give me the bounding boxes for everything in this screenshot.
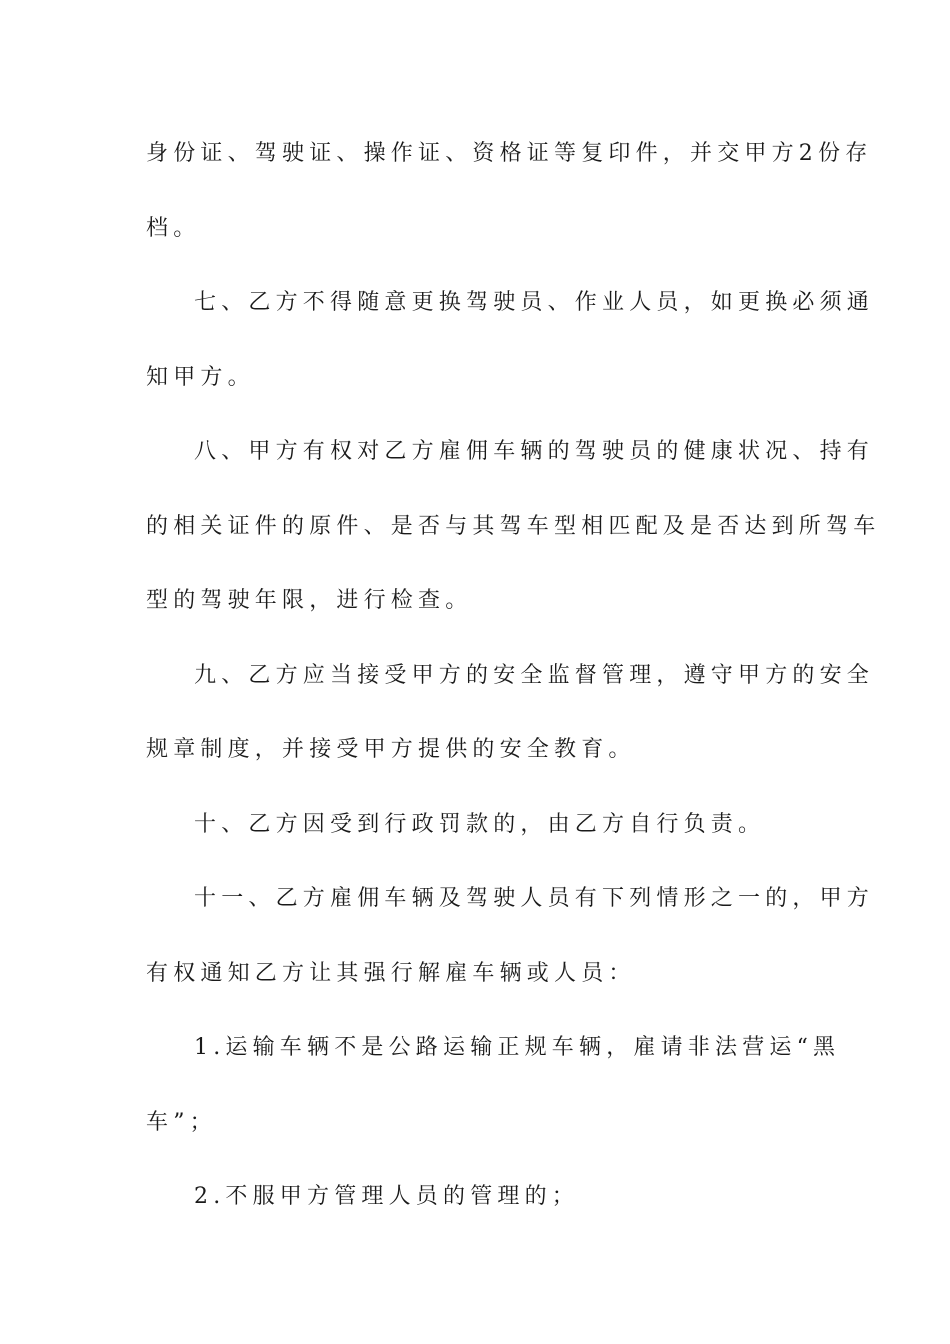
text-line: 2.不服甲方管理人员的管理的；: [194, 1184, 579, 1209]
text-line: 八、甲方有权对乙方雇佣车辆的驾驶员的健康状况、持有: [194, 439, 875, 464]
text-line: 知甲方。: [146, 364, 255, 390]
document-body: [146, 126, 881, 1244]
text-line: 七、乙方不得随意更换驾驶员、作业人员，如更换必须通: [194, 290, 875, 315]
text-line: 1.运输车辆不是公路运输正规车辆，雇请非法营运“黑: [194, 1035, 841, 1060]
text-line: 的相关证件的原件、是否与其驾车型相匹配及是否达到所驾车: [146, 513, 881, 539]
text-line: 十一、乙方雇佣车辆及驾驶人员有下列情形之一的，甲方: [194, 886, 875, 911]
text-line: 有权通知乙方让其强行解雇车辆或人员：: [146, 960, 636, 986]
text-line: 型的驾驶年限，进行检查。: [146, 588, 473, 613]
text-line: 九、乙方应当接受甲方的安全监督管理，遵守甲方的安全: [194, 662, 875, 688]
text-line: 身份证、驾驶证、操作证、资格证等复印件，并交甲方2份存: [146, 141, 873, 166]
text-line: 十、乙方因受到行政罚款的，由乙方自行负责。: [194, 811, 766, 837]
text-line: 车”；: [146, 1109, 217, 1135]
text-line: 规章制度，并接受甲方提供的安全教育。: [146, 737, 636, 762]
text-line: 档。: [146, 215, 201, 241]
